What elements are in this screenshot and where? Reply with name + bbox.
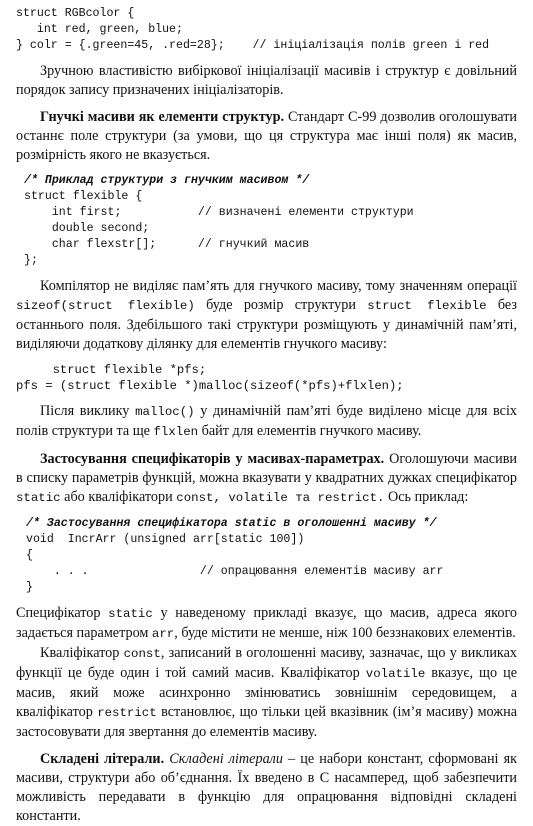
text-run: , буде містити не менше, ніж 100 беззнакових елементів. <box>174 625 516 641</box>
paragraph-malloc-result <box>16 402 517 442</box>
code-line: struct flexible *pfs; <box>16 363 207 377</box>
section-heading: Гнучкі масиви як елементи структур. <box>40 109 285 125</box>
code-line: pfs = (struct flexible *)malloc(sizeof(*pfs)+flxlen); <box>16 379 404 393</box>
inline-code: const, volatile та restrict. <box>176 491 385 505</box>
text-run: встановлює, що тільки цей вказівник (ім’я масиву) можна застосовувати для звертання до елементів масиву. <box>16 704 517 740</box>
code-line: int first; // визначені елементи структури <box>24 206 414 219</box>
inline-code: arr <box>151 627 175 641</box>
code-line: { <box>26 549 33 562</box>
text-run: у наведеному прикладі вказує, що масив, адреса якого задається параметром <box>16 605 517 641</box>
italic-term: Складені літерали <box>169 751 283 767</box>
inline-code: static <box>16 491 61 505</box>
inline-code: static <box>108 607 153 621</box>
text-run: або кваліфікатори <box>60 489 177 505</box>
text-run: буде розмір структури <box>194 297 368 313</box>
paragraph-text: Стандарт С-99 дозволив оголошувати останнє поле структури (за умови, що ця структура має інші поля) як масив, розмірність якого не вказується. <box>16 109 517 163</box>
paragraph-designated-init: Зручною властивістю вибіркової ініціалізації масивів і структур є довільний порядок запису призначених ініціалізаторів. <box>16 63 517 98</box>
code-comment: /* Приклад структури з гнучким масивом */ <box>24 174 310 187</box>
code-line: char flexstr[]; // гнучкий масив <box>24 238 310 251</box>
code-malloc <box>16 362 517 394</box>
text-run: Кваліфікатор <box>40 645 124 661</box>
code-line: }; <box>24 254 38 267</box>
inline-code: malloc() <box>135 405 195 419</box>
inline-code: flxlen <box>153 425 199 439</box>
code-line: double second; <box>24 222 150 235</box>
code-line: int red, green, blue; <box>16 23 183 36</box>
text-run: Ось приклад: <box>384 489 469 505</box>
code-line: struct flexible { <box>24 190 143 203</box>
paragraph-compound-literals <box>16 750 517 826</box>
code-line: . . . // опрацювання елементів масиву arr <box>26 565 444 578</box>
inline-code: volatile <box>365 667 426 681</box>
paragraph-sizeof <box>16 277 517 354</box>
text-run: Специфікатор <box>16 605 109 621</box>
code-flexible-struct <box>16 173 517 269</box>
paragraph-param-specifiers <box>16 450 517 508</box>
code-line: } <box>26 581 33 594</box>
code-rgbcolor <box>16 6 517 54</box>
inline-code: sizeof(struct flexible) <box>16 299 195 313</box>
code-comment: /* Застосування специфікатора static в оголошенні масиву */ <box>26 517 437 530</box>
inline-code: restrict <box>97 706 157 720</box>
text-run: – це набори констант, сформовані як масиви, структури або об’єднання. Їх введено в С насамперед, щоб забезпечити можливість передавати в функцію для опрацювання відповідні складені константи. <box>16 751 517 824</box>
text-run: , записаний в оголошенні масиву, зазначає, що у викликах функції це буде один і той самий масив. Кваліфікатор <box>16 645 517 681</box>
section-heading: Складені літерали. <box>40 751 165 767</box>
text-run: вказує, що це масив, який може асинхронно змінюватись зовнішнім середовищем, а кваліфікатор <box>16 665 517 720</box>
code-line: void IncrArr (unsigned arr[static 100]) <box>26 533 305 546</box>
text-run: Компілятор не виділяє пам’ять для гнучкого масиву, тому значенням операції <box>40 278 517 294</box>
text-run: Оголошуючи масиви в списку параметрів функцій, можна вказувати у квадратних дужках специфікатор <box>16 451 517 486</box>
paragraph-flexible-arrays <box>16 108 517 165</box>
text-run: без останнього поля. Здебільшого такі структури розміщують у динамічній пам’яті, виділяючи додаткову ділянку для елементів гнучкого масиву: <box>16 297 517 352</box>
section-heading: Застосування специфікаторів у масивах-параметрах. <box>40 451 385 467</box>
inline-code: const <box>123 647 161 661</box>
paragraph-qualifiers <box>16 644 517 742</box>
text-run: у динамічній пам’яті буде виділено місце для всіх полів структури та ще <box>16 403 518 439</box>
code-line: struct RGBcolor { <box>16 7 135 20</box>
inline-code: struct flexible <box>367 299 487 313</box>
text-run: байт для елементів гнучкого масиву. <box>198 423 422 439</box>
code-incrarr <box>16 516 517 596</box>
text-run: Після виклику <box>40 403 136 419</box>
paragraph-static-explained <box>16 604 517 644</box>
code-line: } colr = {.green=45, .red=28}; // ініціалізація полів green і red <box>16 39 490 52</box>
